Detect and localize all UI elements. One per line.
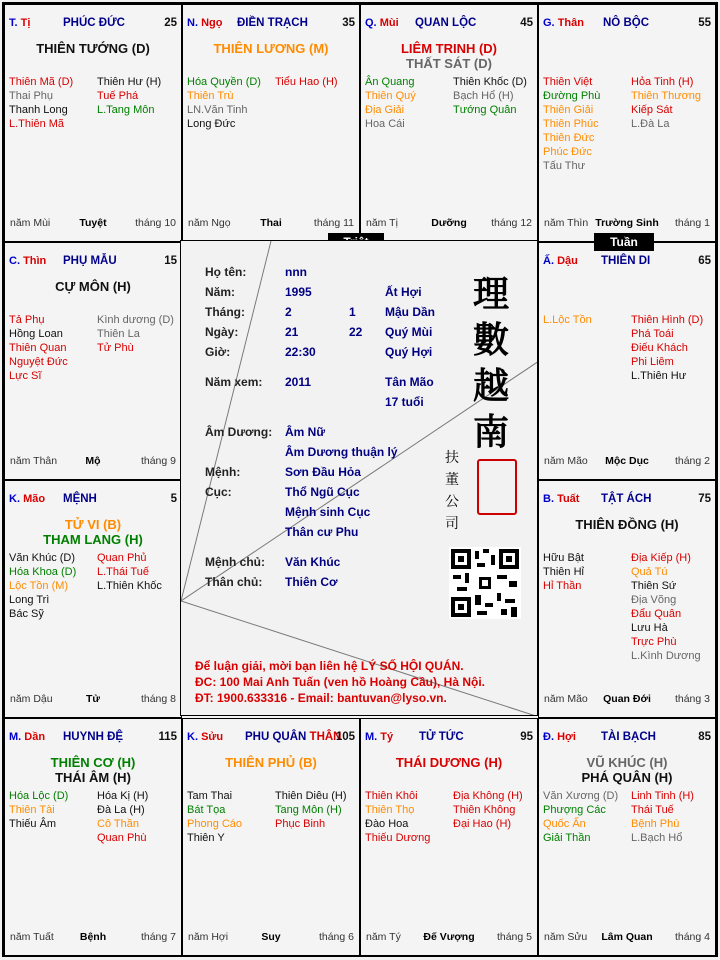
minor-star: Quả Tú xyxy=(631,566,668,578)
palace-name: PHỤ MẪU xyxy=(63,255,117,267)
footer-truongsinh: Tử xyxy=(85,693,101,705)
minor-star: Kình dương (D) xyxy=(97,314,174,326)
minor-star: Thiên Việt xyxy=(543,76,593,88)
major-star: CỰ MÔN (H) xyxy=(55,279,131,294)
palace-age-number: 105 xyxy=(335,731,355,743)
minor-star: Thiên Quý xyxy=(365,90,416,102)
minor-star: Hồng Loan xyxy=(9,328,63,340)
palace-cell-than[interactable] xyxy=(538,4,716,242)
major-star: THAM LANG (H) xyxy=(43,532,143,547)
palace-cell-mao[interactable] xyxy=(4,480,182,718)
month-label: Tháng: xyxy=(205,305,245,319)
contact-address: ĐC: 100 Mai Anh Tuấn (ven hồ Hoàng Cầu), Hà Nội. xyxy=(195,675,486,689)
palace-branch: Q. Mùi xyxy=(365,17,399,29)
palace-footer xyxy=(10,693,176,707)
menh-label: Mệnh: xyxy=(205,465,241,479)
minor-star: Lưu Hà xyxy=(631,622,668,634)
footer-truongsinh: Tuyệt xyxy=(79,217,107,229)
minor-star: Tấu Thư xyxy=(543,160,586,172)
palace-footer xyxy=(188,931,354,945)
minor-star: Đẩu Quân xyxy=(631,608,682,620)
minor-star: Thiên Giải xyxy=(543,104,594,116)
minor-star: Thiên Hỉ xyxy=(543,566,584,578)
footer-truongsinh: Bệnh xyxy=(79,931,107,943)
minor-star: Thiếu Âm xyxy=(9,818,57,830)
view-year-value: 2011 xyxy=(285,375,312,389)
left-star-list xyxy=(187,789,242,845)
minor-star: Thiên Tài xyxy=(9,804,55,816)
palace-footer xyxy=(188,217,354,231)
footer-truongsinh: Lâm Quan xyxy=(601,931,653,943)
minor-star: Quan Phủ xyxy=(97,552,147,564)
minor-star: L.Kình Dương xyxy=(631,650,701,662)
footer-year: năm Tý xyxy=(366,931,401,943)
minor-star: Đại Hao (H) xyxy=(453,818,512,830)
minor-star: Đường Phù xyxy=(543,90,601,102)
minor-star: Đào Hoa xyxy=(365,818,409,830)
footer-year: năm Thìn xyxy=(544,217,589,229)
minor-star: Thiên Phúc xyxy=(543,118,599,130)
minor-star: L.Thiên Hư xyxy=(631,370,687,382)
minor-star: Hóa Khoa (D) xyxy=(9,566,77,578)
major-star: TỬ VI (B) xyxy=(64,517,122,532)
minor-star: Phá Toái xyxy=(631,328,674,340)
left-star-list xyxy=(9,789,68,831)
right-star-list xyxy=(97,551,162,593)
palace-name: MỆNH xyxy=(63,493,97,505)
minor-star: Thiên Không xyxy=(453,804,516,816)
left-star-list xyxy=(9,551,76,621)
major-star: THẤT SÁT (D) xyxy=(406,56,492,71)
major-star: PHÁ QUÂN (H) xyxy=(581,770,673,785)
palace-age-number: 85 xyxy=(698,731,711,743)
right-star-list xyxy=(631,75,701,131)
palace-age-number: 65 xyxy=(698,255,711,267)
than-position: Thân cư Phu xyxy=(285,525,359,539)
palace-age-number: 75 xyxy=(698,493,711,505)
palace-branch: G. Thân xyxy=(543,17,584,29)
footer-month: tháng 4 xyxy=(674,931,710,943)
am-duong-value: Âm Nữ xyxy=(285,425,326,439)
minor-star: Tử Phù xyxy=(97,342,134,354)
minor-star: Thiên Hình (D) xyxy=(631,314,704,326)
palace-name: HUYNH ĐỆ xyxy=(63,731,124,743)
minor-star: Thiên Khốc (D) xyxy=(453,76,527,88)
minor-star: Thiên Trù xyxy=(187,90,234,102)
right-star-list xyxy=(275,75,338,89)
palace-name: ĐIỀN TRẠCH xyxy=(237,17,308,29)
minor-star: Thiên Quan xyxy=(9,342,67,354)
than-chu-value: Thiên Cơ xyxy=(285,575,338,589)
minor-star: Hỉ Thần xyxy=(543,580,582,592)
minor-star: Văn Xương (D) xyxy=(543,790,619,802)
view-year-label: Năm xem: xyxy=(205,375,263,389)
am-duong-relation: Âm Dương thuận lý xyxy=(285,445,398,459)
left-star-list xyxy=(187,75,261,131)
minor-star: L.Tang Môn xyxy=(97,104,155,116)
menh-value: Sơn Đầu Hỏa xyxy=(285,465,361,479)
minor-star: Hoa Cái xyxy=(365,118,405,130)
palace-branch: K. Sửu xyxy=(187,731,224,743)
palace-footer xyxy=(10,931,176,945)
minor-star: Tiểu Hao (H) xyxy=(275,76,338,88)
cuc-value: Thổ Ngũ Cục xyxy=(285,485,360,499)
hour-label: Giờ: xyxy=(205,345,231,359)
palace-cell-ngo[interactable] xyxy=(182,4,360,242)
minor-star: LN.Văn Tinh xyxy=(187,104,248,116)
minor-star: Bát Tọa xyxy=(187,804,226,816)
minor-star: Trực Phù xyxy=(631,636,677,648)
minor-star: Phục Binh xyxy=(275,818,326,830)
minor-star: Thanh Long xyxy=(9,104,68,116)
minor-star: L.Thiên Mã xyxy=(9,118,65,130)
minor-star: Hóa Kị (H) xyxy=(97,790,149,802)
left-star-list xyxy=(365,789,430,845)
minor-star: L.Thiên Khốc xyxy=(97,580,162,592)
palace-cell-dau[interactable] xyxy=(538,242,716,480)
minor-star: Phúc Đức xyxy=(543,146,592,158)
year-value: 1995 xyxy=(285,285,312,299)
minor-star: Quan Phù xyxy=(97,832,147,844)
month-lunar: 1 xyxy=(349,305,356,319)
footer-year: năm Hợi xyxy=(188,931,229,943)
minor-star: Thái Tuế xyxy=(631,804,674,816)
minor-star: Hỏa Tinh (H) xyxy=(631,76,694,88)
right-star-list xyxy=(97,789,148,845)
left-star-list xyxy=(543,789,618,845)
right-star-list xyxy=(453,75,527,117)
logo-subtext: 扶 董 公 司 xyxy=(445,450,459,532)
palace-cell-ti[interactable] xyxy=(360,718,538,956)
minor-star: Thiên Diêu (H) xyxy=(275,790,347,802)
minor-star: Hóa Lộc (D) xyxy=(9,790,69,802)
palace-cell-ty[interactable] xyxy=(4,4,182,242)
major-star: VŨ KHÚC (H) xyxy=(586,755,668,770)
left-star-list xyxy=(543,551,584,593)
palace-branch: T. Tị xyxy=(9,17,31,29)
palace-cell-hoi[interactable] xyxy=(538,718,716,956)
right-star-list xyxy=(275,789,347,831)
footer-month: tháng 8 xyxy=(140,693,176,705)
name-value: nnn xyxy=(285,265,307,279)
minor-star: Địa Kiếp (H) xyxy=(631,552,691,564)
minor-star: Điếu Khách xyxy=(631,342,688,354)
month-canchi: Mậu Dần xyxy=(385,305,436,319)
minor-star: Thiên Y xyxy=(187,832,225,844)
footer-year: năm Mùi xyxy=(10,217,51,229)
footer-month: tháng 5 xyxy=(496,931,532,943)
left-star-list xyxy=(543,313,592,327)
footer-truongsinh: Suy xyxy=(261,931,281,943)
minor-star: Phượng Các xyxy=(543,804,606,816)
palace-footer xyxy=(10,455,176,469)
major-star: THÁI DƯƠNG (H) xyxy=(395,755,503,770)
minor-star: Thiên Thọ xyxy=(365,804,415,816)
minor-star: Thiên La xyxy=(97,328,140,340)
view-year-canchi: Tân Mão xyxy=(385,375,434,389)
palace-cell-suu[interactable] xyxy=(182,718,360,956)
palace-age-number: 55 xyxy=(698,17,711,29)
footer-year: năm Mão xyxy=(544,455,588,467)
palace-branch: Ấ. Dậu xyxy=(543,255,578,267)
minor-star: Thiên Thương xyxy=(631,90,702,102)
minor-star: Bạch Hổ (H) xyxy=(453,90,514,102)
footer-month: tháng 10 xyxy=(135,217,176,229)
palace-footer xyxy=(544,931,710,945)
palace-age-number: 25 xyxy=(164,17,177,29)
minor-star: Long Đức xyxy=(187,118,236,130)
footer-truongsinh: Mộ xyxy=(85,455,101,467)
age-value: 17 tuổi xyxy=(385,395,424,409)
footer-truongsinh: Dưỡng xyxy=(431,217,467,229)
minor-star: Ân Quang xyxy=(365,76,415,88)
footer-month: tháng 3 xyxy=(674,693,710,705)
minor-star: Thiên Đức xyxy=(543,132,595,144)
palace-branch: Đ. Hợi xyxy=(543,731,576,743)
footer-month: tháng 6 xyxy=(318,931,354,943)
palace-cell-tuat[interactable] xyxy=(538,480,716,718)
than-marker: THÂN xyxy=(309,731,342,743)
right-star-list xyxy=(631,789,694,845)
major-star: THÁI ÂM (H) xyxy=(55,770,131,785)
footer-month: tháng 11 xyxy=(313,217,354,229)
left-star-list xyxy=(543,75,600,173)
palace-name: QUAN LỘC xyxy=(415,17,477,29)
minor-star: Thiên Khôi xyxy=(365,790,418,802)
minor-star: L.Đà La xyxy=(631,118,670,130)
minor-star: Tuế Phá xyxy=(97,90,139,102)
minor-star: Hữu Bật xyxy=(543,552,584,564)
palace-footer xyxy=(544,217,710,231)
palace-footer xyxy=(366,931,532,945)
contact-phone-email[interactable]: ĐT: 1900.633316 - Email: bantuvan@lyso.vn. xyxy=(195,691,447,705)
minor-star: L.Bạch Hổ xyxy=(631,832,683,844)
palace-footer xyxy=(366,217,532,231)
minor-star: Hóa Quyền (D) xyxy=(187,76,261,88)
minor-star: Lực Sĩ xyxy=(9,370,42,382)
palace-branch: M. Tý xyxy=(365,731,394,743)
footer-year: năm Thân xyxy=(10,455,58,467)
right-star-list xyxy=(97,75,161,117)
palace-cell-dan[interactable] xyxy=(4,718,182,956)
day-solar: 21 xyxy=(285,325,299,339)
major-star: THIÊN LƯƠNG (M) xyxy=(213,41,329,56)
minor-star: Địa Võng xyxy=(631,594,677,606)
footer-truongsinh: Đế Vượng xyxy=(423,931,475,943)
palace-age-number: 15 xyxy=(164,255,177,267)
right-star-list xyxy=(631,551,701,663)
right-star-list xyxy=(97,313,174,355)
cuc-label: Cục: xyxy=(205,485,232,499)
center-info-panel xyxy=(180,240,538,716)
tuan-tag: Tuần xyxy=(594,233,654,251)
calligraphy-logo: 理 數 越 南 xyxy=(472,273,509,453)
than-chu-label: Thân chủ: xyxy=(205,575,263,589)
minor-star: Thiên Hư (H) xyxy=(97,76,162,88)
minor-star: Thiên Sứ xyxy=(631,580,677,592)
minor-star: Giải Thần xyxy=(543,832,591,844)
minor-star: Thiên Mã (D) xyxy=(9,76,74,88)
day-lunar: 22 xyxy=(349,325,363,339)
footer-year: năm Ngọ xyxy=(188,217,231,229)
palace-name: THIÊN DI xyxy=(601,255,651,267)
palace-name: TỬ TỨC xyxy=(419,731,464,743)
minor-star: L.Thái Tuế xyxy=(97,566,149,578)
footer-truongsinh: Thai xyxy=(260,217,282,229)
palace-name: NÔ BỘC xyxy=(603,17,649,29)
palace-branch: K. Mão xyxy=(9,493,46,505)
minor-star: Quốc Ấn xyxy=(543,818,586,830)
minor-star: Lộc Tồn (M) xyxy=(9,580,69,592)
palace-name: PHÚC ĐỨC xyxy=(63,17,125,29)
minor-star: Bệnh Phù xyxy=(631,818,680,830)
footer-truongsinh: Mộc Dục xyxy=(605,455,649,467)
palace-footer xyxy=(10,217,176,231)
month-solar: 2 xyxy=(285,305,292,319)
hour-value: 22:30 xyxy=(285,345,316,359)
minor-star: Tả Phụ xyxy=(9,314,45,326)
footer-month: tháng 7 xyxy=(140,931,176,943)
footer-truongsinh: Quan Đới xyxy=(603,693,651,705)
palace-name: PHU QUÂN THÂN xyxy=(245,731,342,743)
footer-month: tháng 12 xyxy=(491,217,532,229)
minor-star: Địa Giải xyxy=(365,104,405,116)
footer-year: năm Mão xyxy=(544,693,588,705)
minor-star: Nguyệt Đức xyxy=(9,356,68,368)
minor-star: Phong Cáo xyxy=(187,818,243,830)
contact-line-1: Để luận giải, mời bạn liên hệ LÝ SỐ HỘI QUÁN. xyxy=(195,659,464,673)
left-star-list xyxy=(365,75,416,131)
minor-star: Tướng Quân xyxy=(453,104,517,116)
minor-star: Long Trì xyxy=(9,594,50,606)
footer-year: năm Dậu xyxy=(10,693,53,705)
am-duong-label: Âm Dương: xyxy=(205,425,273,439)
minor-star: Kiếp Sát xyxy=(631,104,673,116)
major-star: LIÊM TRINH (D) xyxy=(400,41,498,56)
footer-truongsinh: Trường Sinh xyxy=(595,217,659,229)
footer-year: năm Sửu xyxy=(544,931,588,943)
day-canchi: Quý Mùi xyxy=(385,325,433,339)
palace-branch: C. Thìn xyxy=(9,255,47,267)
palace-cell-mui[interactable] xyxy=(360,4,538,242)
footer-year: năm Tuất xyxy=(10,931,54,943)
right-star-list xyxy=(631,313,703,383)
palace-footer xyxy=(544,693,710,707)
minor-star: Tang Môn (H) xyxy=(275,804,342,816)
palace-footer xyxy=(544,455,710,469)
palace-branch: N. Ngọ xyxy=(187,17,223,29)
minor-star: Linh Tinh (H) xyxy=(631,790,694,802)
minor-star: L.Lộc Tồn xyxy=(543,314,592,326)
hour-canchi: Quý Hợi xyxy=(385,345,433,359)
palace-name: TÀI BẠCH xyxy=(601,731,656,743)
palace-age-number: 45 xyxy=(520,17,533,29)
left-star-list xyxy=(9,75,73,131)
menh-chu-value: Văn Khúc xyxy=(285,555,341,569)
major-star: THIÊN PHỦ (B) xyxy=(225,755,317,770)
year-label: Năm: xyxy=(205,285,236,299)
menh-chu-label: Mệnh chủ: xyxy=(205,555,265,569)
footer-month: tháng 1 xyxy=(674,217,710,229)
palace-age-number: 115 xyxy=(158,731,177,743)
minor-star: Thai Phụ xyxy=(9,90,54,102)
footer-year: năm Tị xyxy=(366,217,398,229)
red-seal-stamp xyxy=(477,459,517,515)
footer-month: tháng 9 xyxy=(140,455,176,467)
footer-month: tháng 2 xyxy=(674,455,710,467)
year-canchi: Ất Hợi xyxy=(385,285,422,299)
minor-star: Bác Sỹ xyxy=(9,608,44,620)
minor-star: Văn Khúc (D) xyxy=(9,552,76,564)
palace-age-number: 95 xyxy=(520,731,533,743)
minor-star: Phi Liêm xyxy=(631,356,674,368)
minor-star: Địa Không (H) xyxy=(453,790,523,802)
palace-age-number: 35 xyxy=(342,17,355,29)
day-label: Ngày: xyxy=(205,325,239,339)
major-star: THIÊN CƠ (H) xyxy=(50,755,136,770)
minor-star: Cô Thần xyxy=(97,818,139,830)
palace-branch: B. Tuất xyxy=(543,493,580,505)
palace-age-number: 5 xyxy=(170,493,177,505)
left-star-list xyxy=(9,313,68,383)
minor-star: Tam Thai xyxy=(187,790,233,802)
minor-star: Thiếu Dương xyxy=(365,832,431,844)
major-star: THIÊN ĐỒNG (H) xyxy=(575,517,679,532)
qr-code-icon[interactable] xyxy=(449,547,521,619)
palace-branch: M. Dần xyxy=(9,731,46,743)
major-star: THIÊN TƯỚNG (D) xyxy=(36,41,150,56)
palace-cell-thin[interactable] xyxy=(4,242,182,480)
name-label: Họ tên: xyxy=(205,265,247,279)
minor-star: Đà La (H) xyxy=(97,804,145,816)
right-star-list xyxy=(453,789,523,831)
palace-name: TẬT ÁCH xyxy=(601,493,652,505)
cuc-relation: Mệnh sinh Cục xyxy=(285,505,371,519)
